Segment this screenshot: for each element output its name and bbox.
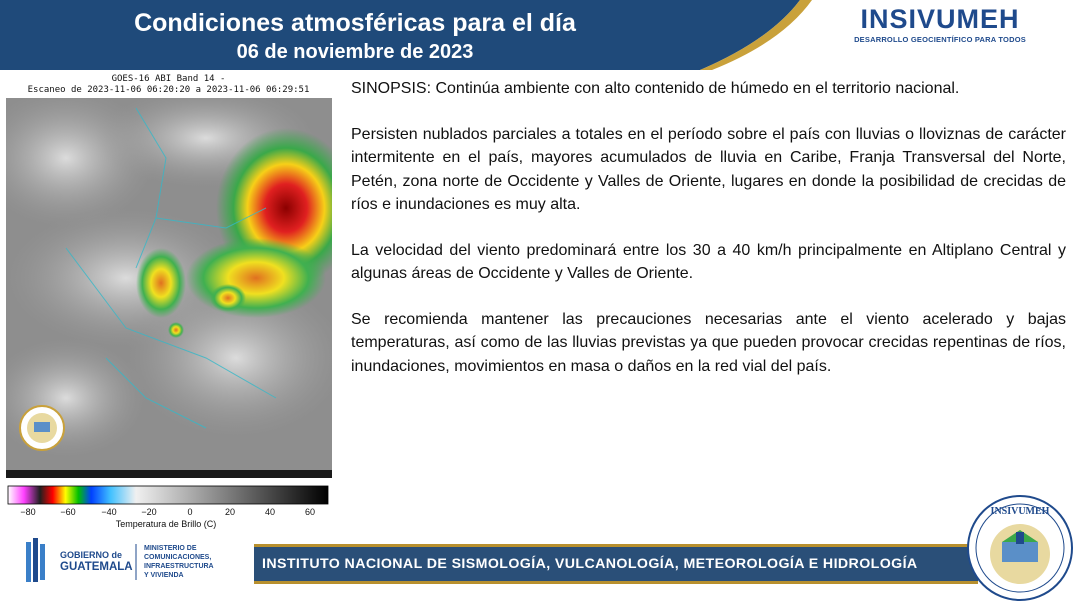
- gov-line2: GUATEMALA: [60, 561, 133, 573]
- brand-logo-text: INSIVUMEH: [860, 4, 1020, 34]
- satellite-image: [6, 98, 332, 478]
- footer-bar: [254, 544, 978, 584]
- satellite-logo-icon: [20, 406, 64, 450]
- colorbar: [6, 484, 332, 544]
- cloudiness-paragraph: Persisten nublados parciales a totales en el período sobre el país con lluvias o lloviznas de carácter intermitente en el país, mayores acumulados de lluvia en Caribe, Franja Transversal del Norte, Petén, zona norte de Occidente y Valles de Oriente, lugares en donde la posibilidad de crecidas de ríos e inundaciones es muy alta.: [351, 125, 1066, 213]
- insivumeh-seal-icon: [966, 494, 1074, 602]
- brand-tagline: DESARROLLO GEOCIENTÍFICO PARA TODOS: [854, 35, 1026, 44]
- recommendation-paragraph: Se recomienda mantener las precauciones necesarias ante el viento acelerado y bajas temperaturas, así como de las lluvias previstas ya que pueden provocar crecidas repentinas de ríos, inundaciones, movimientos en masa o daños en la red vial del país.: [351, 310, 1066, 375]
- bulletin-content: [351, 77, 1066, 400]
- ministry-line: INFRAESTRUCTURA: [144, 563, 214, 570]
- ministry-line: MINISTERIO DE: [144, 545, 197, 552]
- colorbar-tick: 40: [264, 507, 276, 517]
- ministry-line: Y VIVIENDA: [144, 572, 184, 579]
- colorbar-tick: −40: [101, 507, 117, 517]
- page-date: 06 de noviembre de 2023: [236, 41, 474, 63]
- wind-paragraph: La velocidad del viento predominará entre los 30 a 40 km/h principalmente en Altiplano Central y algunas áreas de Occidente y Valles de Oriente.: [351, 241, 1066, 282]
- colorbar-tick: −20: [141, 507, 157, 517]
- colorbar-tick: −80: [20, 507, 36, 517]
- satellite-caption: [6, 74, 331, 96]
- page-title: Condiciones atmosféricas para el día: [134, 9, 576, 37]
- synopsis-paragraph: SINOPSIS: Continúa ambiente con alto contenido de húmedo en el territorio nacional.: [351, 80, 960, 97]
- ministry-line: COMUNICACIONES,: [144, 554, 212, 561]
- satellite-caption-line1: GOES-16 ABI Band 14 -: [111, 74, 226, 84]
- seal-text: INSIVUMEH: [990, 506, 1050, 517]
- gov-line1: GOBIERNO de: [60, 550, 123, 560]
- colorbar-tick: 0: [187, 507, 193, 517]
- institute-name: INSTITUTO NACIONAL DE SISMOLOGÍA, VULCANOLOGÍA, METEOROLOGÍA E HIDROLOGÍA: [262, 556, 918, 572]
- satellite-caption-line2: Escaneo de 2023-11-06 06:20:20 a 2023-11-06 06:29:51: [27, 85, 310, 95]
- colorbar-tick: 60: [304, 507, 316, 517]
- colorbar-tick: −60: [60, 507, 76, 517]
- government-logo: [24, 538, 244, 584]
- colorbar-label: Temperatura de Brillo (C): [115, 519, 217, 529]
- colorbar-tick: 20: [224, 507, 236, 517]
